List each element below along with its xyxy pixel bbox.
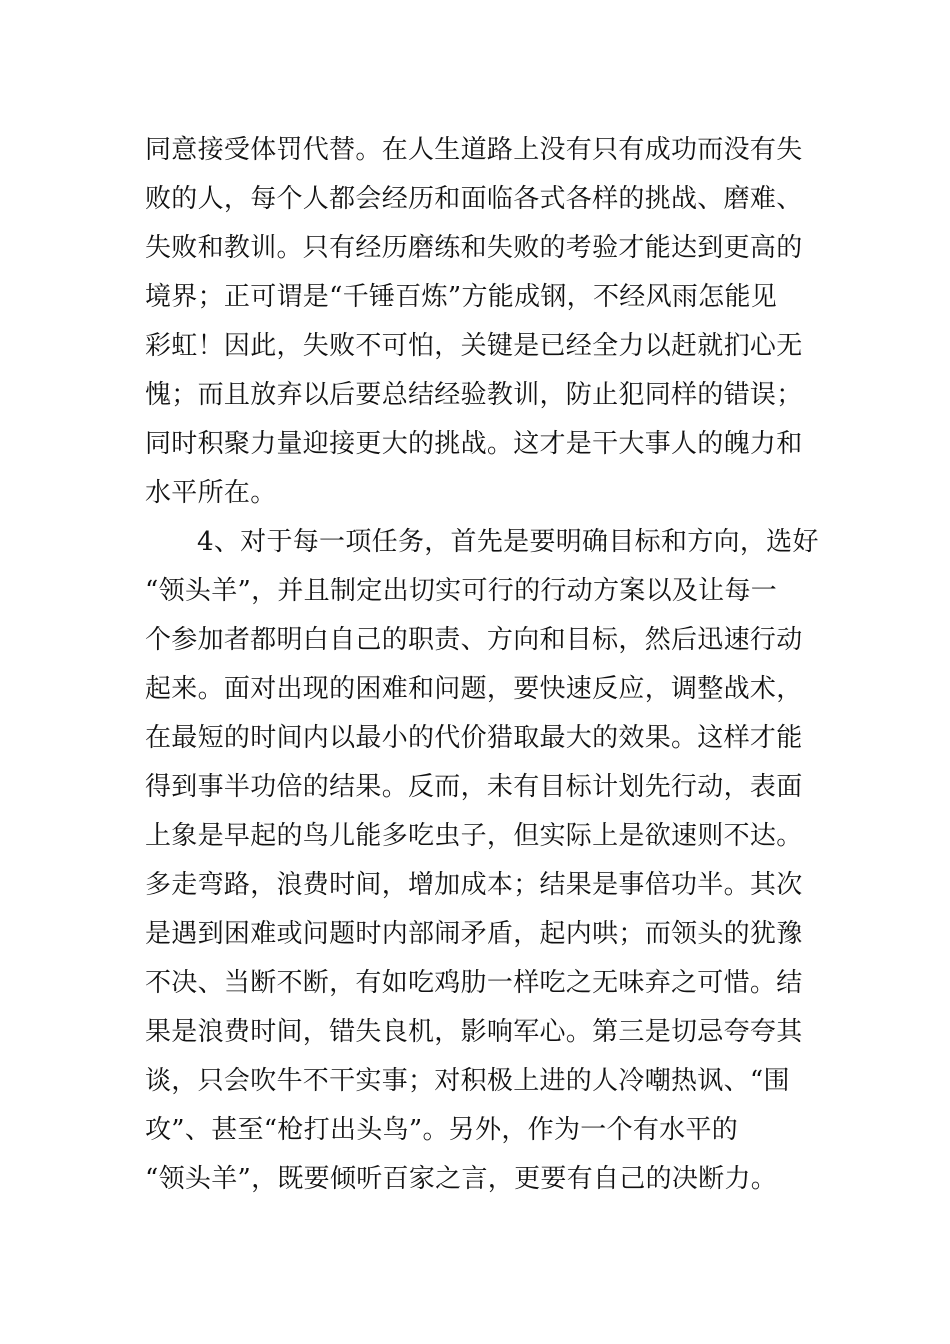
text-line: 彩虹！因此，失败不可怕，关键是已经全力以赶就扪心无 — [145, 331, 803, 361]
text-line: 愧；而且放弃以后要总结经验教训，防止犯同样的错误； — [145, 380, 803, 410]
text-line: 谈，只会吹牛不干实事；对积极上进的人冷嘲热讽、“围 — [145, 1066, 790, 1096]
text-line: 个参加者都明白自己的职责、方向和目标，然后迅速行动 — [145, 625, 803, 655]
text-line: “领头羊”，既要倾听百家之言，更要有自己的决断力。 — [145, 1164, 778, 1194]
text-line: 得到事半功倍的结果。反而，未有目标计划先行动，表面 — [145, 772, 803, 802]
text-line: 多走弯路，浪费时间，增加成本；结果是事倍功半。其次 — [145, 870, 803, 900]
text-line: 同时积聚力量迎接更大的挑战。这才是干大事人的魄力和 — [145, 429, 803, 459]
text-line: 起来。面对出现的困难和问题，要快速反应，调整战术， — [145, 674, 803, 704]
text-line: 败的人，每个人都会经历和面临各式各样的挑战、磨难、 — [145, 184, 803, 214]
text-line: 是遇到困难或问题时内部闹矛盾，起内哄；而领头的犹豫 — [145, 919, 803, 949]
text-line: 攻”、甚至“枪打出头鸟”。另外，作为一个有水平的 — [145, 1115, 739, 1145]
text-line: 境界；正可谓是“千锤百炼”方能成钢，不经风雨怎能见 — [145, 282, 778, 312]
text-line: “领头羊”，并且制定出切实可行的行动方案以及让每一 — [145, 576, 778, 606]
text-line: 果是浪费时间，错失良机，影响军心。第三是切忌夸夸其 — [145, 1017, 803, 1047]
text-line: 不决、当断不断，有如吃鸡肋一样吃之无味弃之可惜。结 — [145, 968, 803, 998]
paragraph-start-line: 4、对于每一项任务，首先是要明确目标和方向，选好 — [197, 527, 819, 557]
text-line: 同意接受体罚代替。在人生道路上没有只有成功而没有失 — [145, 135, 803, 165]
text-line: 水平所在。 — [145, 478, 277, 508]
text-line: 上象是早起的鸟儿能多吃虫子，但实际上是欲速则不达。 — [145, 821, 803, 851]
text-line: 失败和教训。只有经历磨练和失败的考验才能达到更高的 — [145, 233, 803, 263]
text-line: 在最短的时间内以最小的代价猎取最大的效果。这样才能 — [145, 723, 803, 753]
